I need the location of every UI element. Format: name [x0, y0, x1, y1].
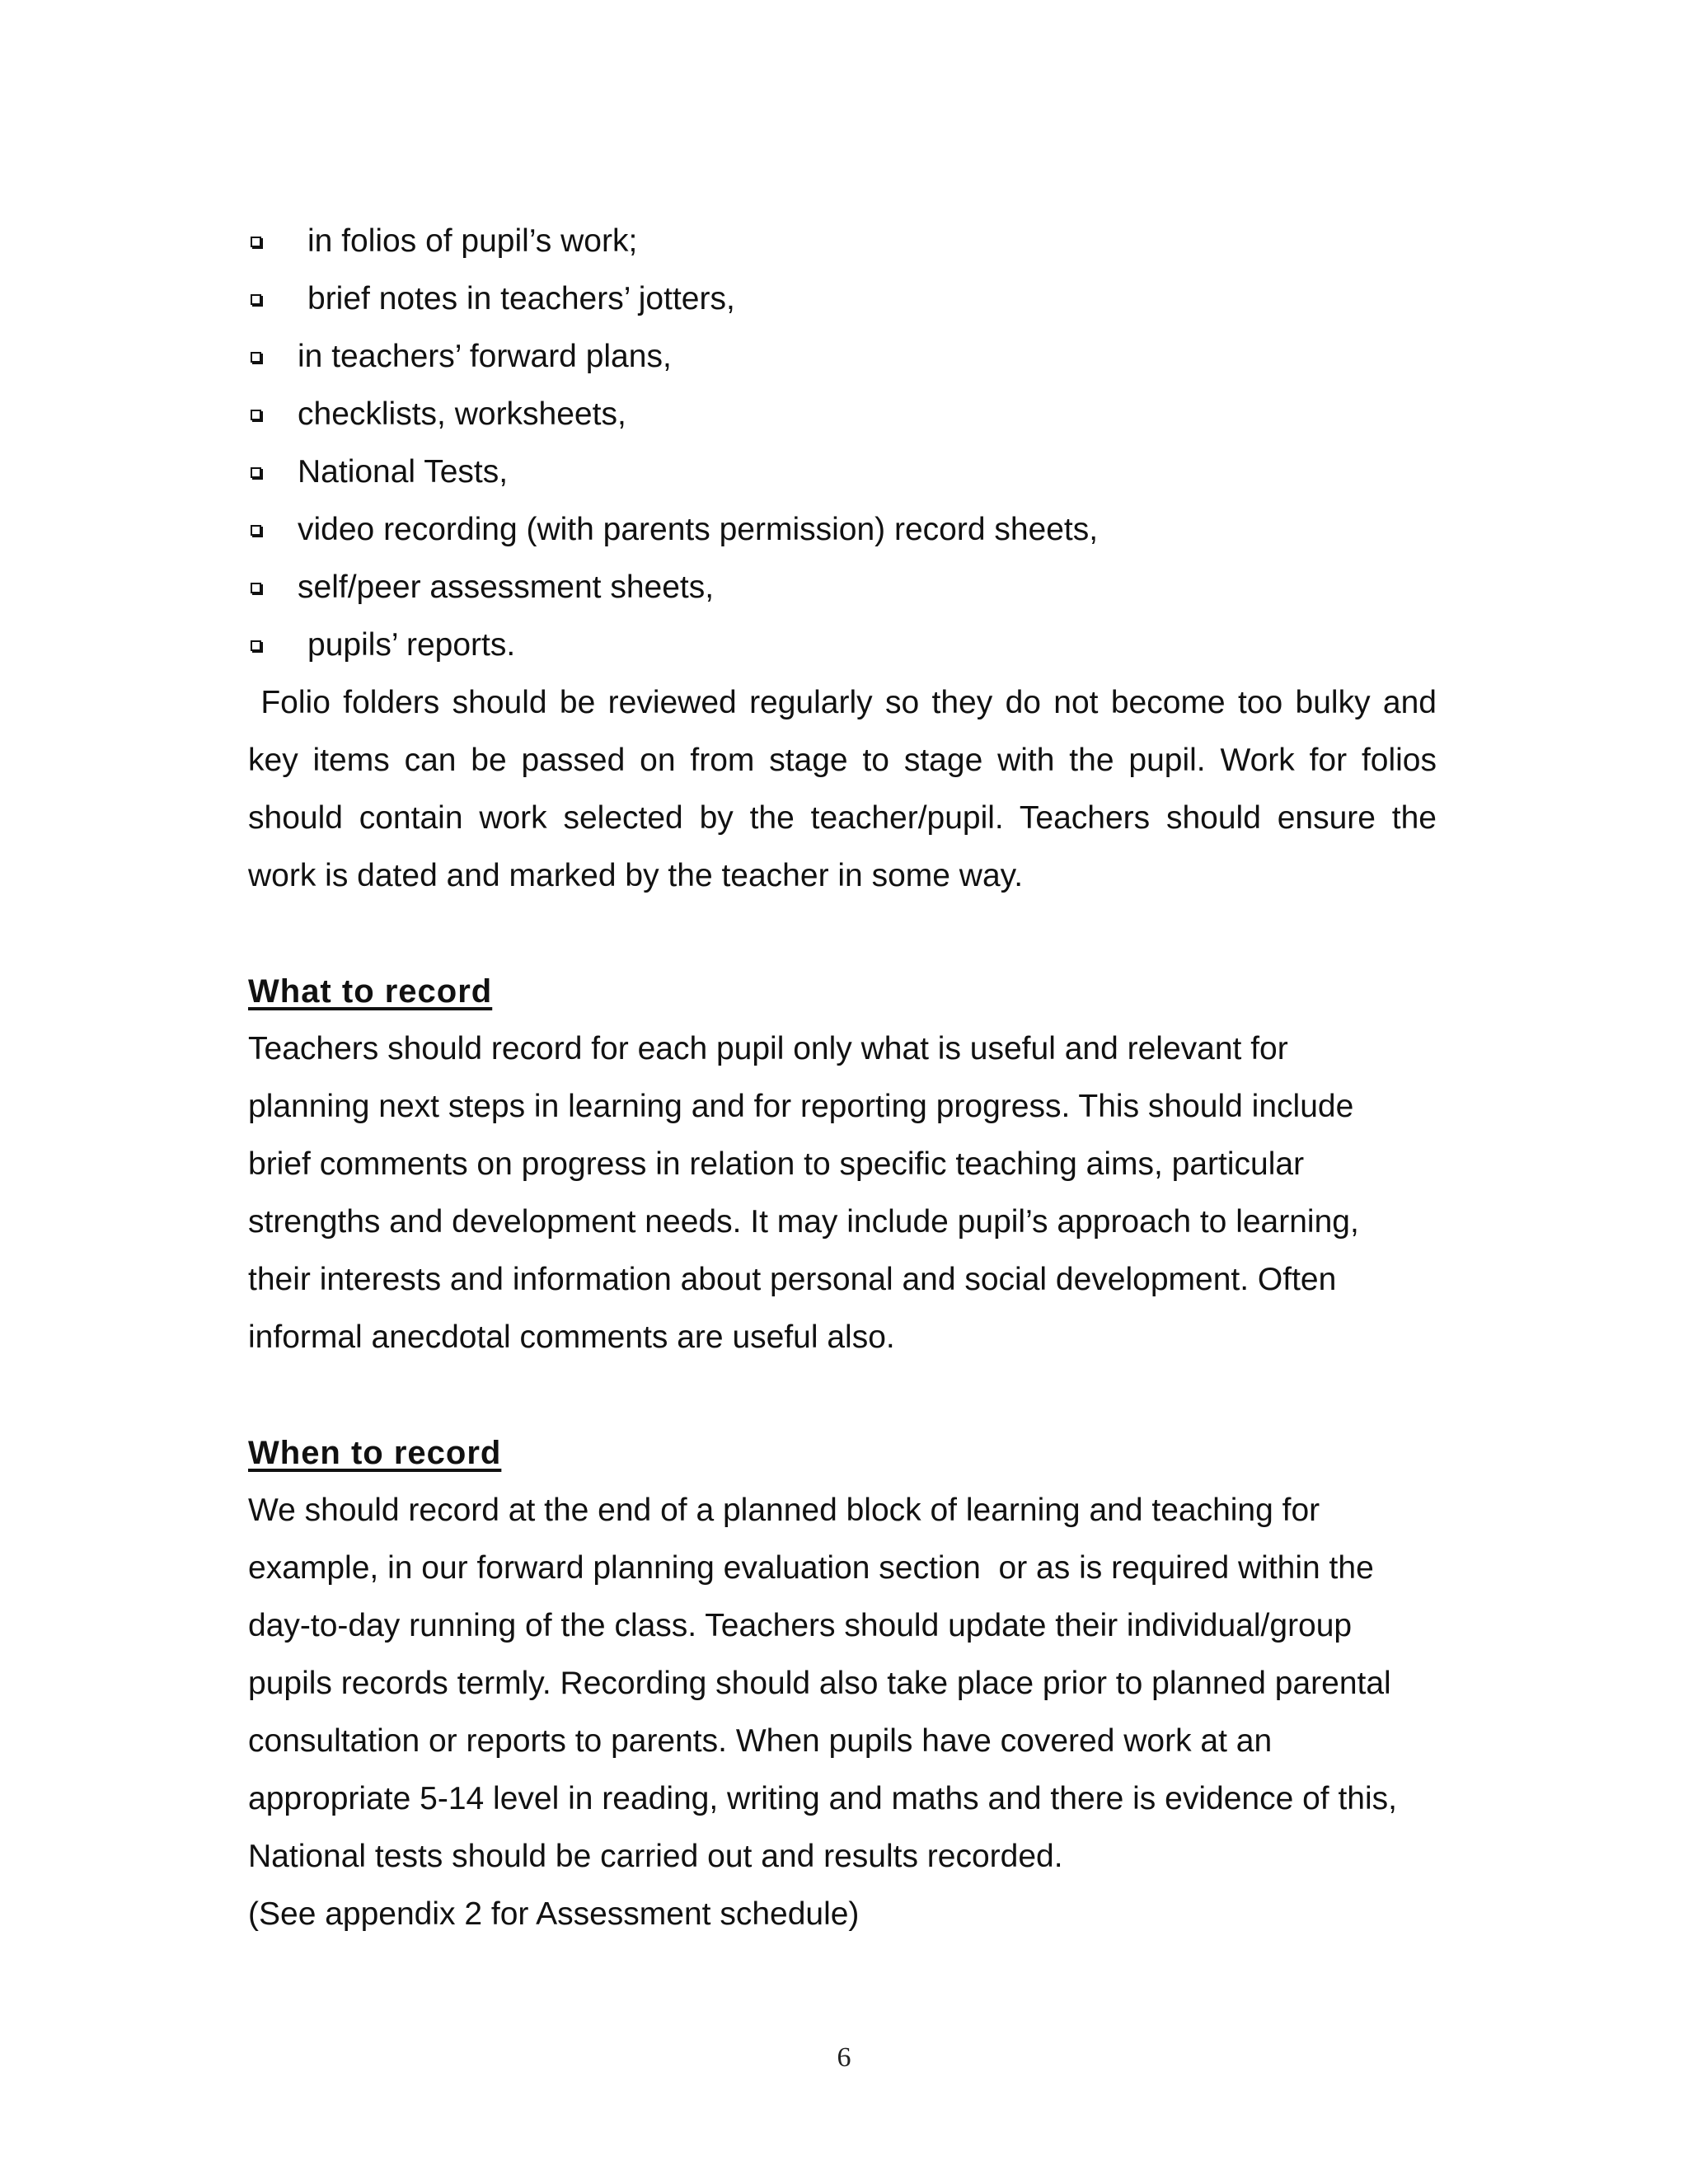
square-bullet-icon [251, 640, 261, 651]
list-item [248, 386, 1437, 443]
paragraph-line: (See appendix 2 for Assessment schedule) [248, 1896, 860, 1932]
paragraph-line: consultation or reports to parents. When pupils have covered work at an [248, 1723, 1273, 1759]
list-item-text: in teachers’ forward plans, [298, 339, 672, 374]
what-to-record-paragraph [248, 1020, 1437, 1366]
page-content [248, 213, 1446, 1943]
paragraph-line: pupils records termly. Recording should also take place prior to planned parental [248, 1666, 1391, 1701]
square-bullet-icon [251, 294, 261, 305]
when-to-record-paragraph [248, 1482, 1437, 1943]
list-item-text: self/peer assessment sheets, [298, 569, 715, 605]
square-bullet-icon [251, 583, 261, 593]
paragraph-line: We should record at the end of a planned block of learning and teaching for [248, 1493, 1320, 1528]
page-number: 6 [837, 2042, 851, 2073]
paragraph-line: brief comments on progress in relation to specific teaching aims, particular [248, 1146, 1305, 1182]
list-item-text: pupils’ reports. [307, 627, 516, 663]
square-bullet-icon [251, 352, 261, 363]
list-item [248, 443, 1437, 501]
what-to-record-heading: What to record [248, 973, 493, 1010]
paragraph-line: Teachers should record for each pupil only what is useful and relevant for [248, 1031, 1288, 1066]
square-bullet-icon [251, 237, 261, 247]
list-item-text: video recording (with parents permission) record sheets, [298, 512, 1099, 547]
list-item [248, 559, 1437, 616]
list-item [248, 213, 1437, 270]
list-item [248, 501, 1437, 559]
paragraph-line: example, in our forward planning evaluation section or as is required within the [248, 1550, 1374, 1586]
list-item [248, 328, 1437, 386]
paragraph-line: planning next steps in learning and for reporting progress. This should include [248, 1089, 1354, 1124]
square-bullet-icon [251, 467, 261, 478]
square-bullet-icon [251, 410, 261, 420]
list-item-text: brief notes in teachers’ jotters, [307, 281, 735, 316]
list-item [248, 270, 1437, 328]
paragraph-line: informal anecdotal comments are useful also. [248, 1319, 895, 1355]
square-bullet-icon [251, 525, 261, 536]
folio-paragraph: Folio folders should be reviewed regularly so they do not become too bulky and key items can be passed on from stage to stage with the pupil. Work for folios should contain work selected by the teacher/pupil. Teachers should ensure the work is dated and marked by the teacher in some way. [248, 685, 1446, 893]
list-item [248, 616, 1437, 674]
list-item-text: in folios of pupil’s work; [307, 223, 638, 259]
when-to-record-heading: When to record [248, 1435, 502, 1471]
record-locations-list [248, 213, 1437, 674]
spacer [248, 905, 1437, 963]
list-item-text: National Tests, [298, 454, 509, 490]
paragraph-line: day-to-day running of the class. Teachers should update their individual/group [248, 1608, 1353, 1643]
paragraph-line: appropriate 5-14 level in reading, writing and maths and there is evidence of this, [248, 1781, 1397, 1816]
paragraph-line: National tests should be carried out and results recorded. [248, 1839, 1063, 1874]
spacer [248, 1366, 1437, 1424]
paragraph-line: their interests and information about personal and social development. Often [248, 1262, 1337, 1297]
paragraph-line: strengths and development needs. It may include pupil’s approach to learning, [248, 1204, 1359, 1240]
list-item-text: checklists, worksheets, [298, 396, 626, 432]
